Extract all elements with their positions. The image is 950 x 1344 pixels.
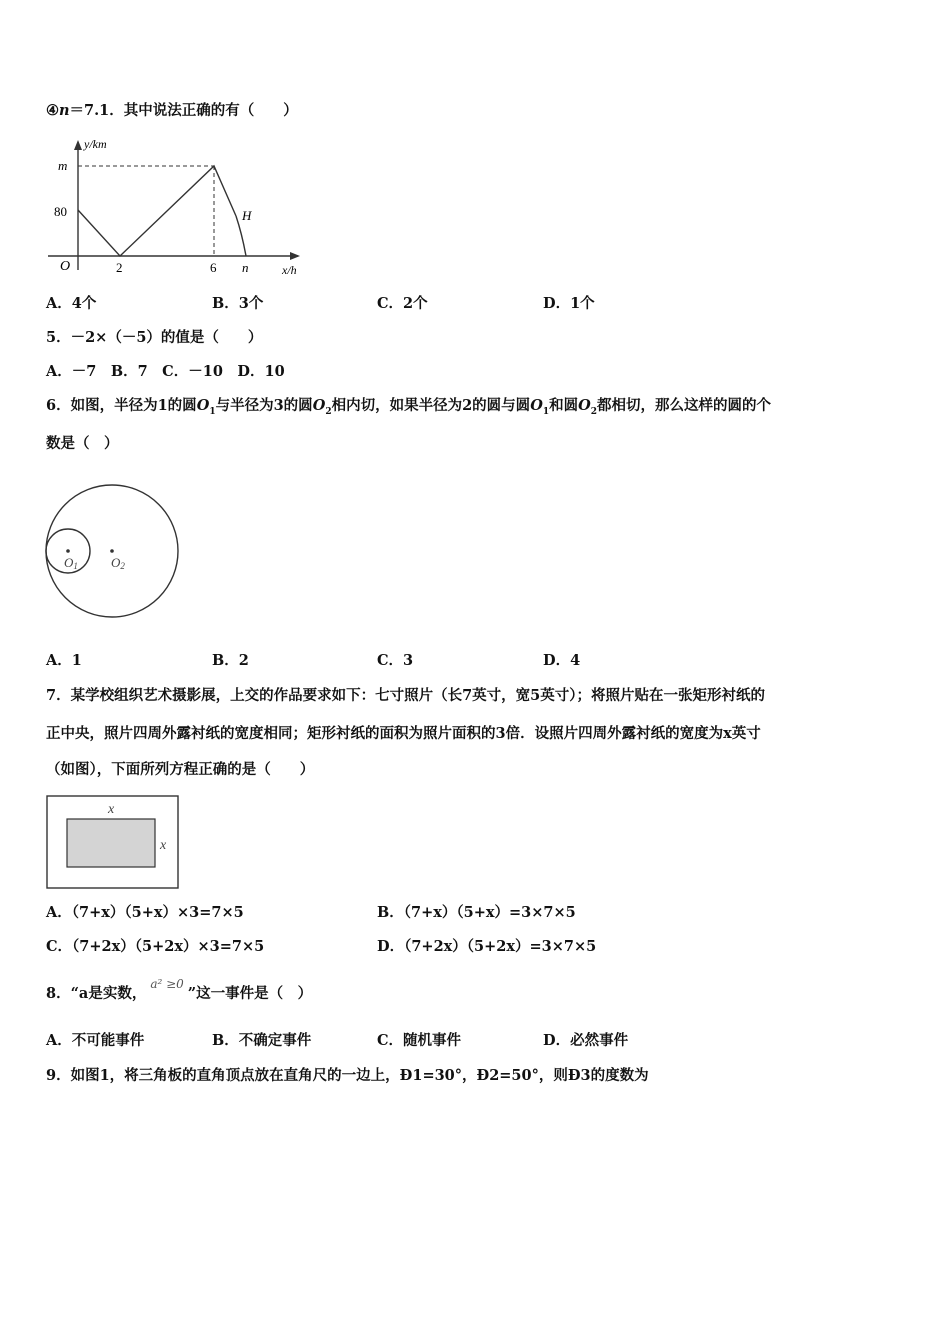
q6-stem-line1: 6．如图，半径为1的圆$O_1$与半径为3的圆$O_2$相内切，如果半径为2的圆与圆$O_1$和圆$O_2$都相切，那么这样的圆的个 [46, 397, 771, 417]
q6-option-a: A．1 [46, 652, 82, 669]
q6-option-d: D．4 [543, 652, 581, 669]
q5-options: A．－7 B．7 C．－10 D．10 [46, 363, 285, 380]
q7-stem-line3: （如图），下面所列方程正确的是（ ） [46, 761, 315, 778]
q4-option-a: A．4个 [46, 295, 97, 312]
q8-option-b: B．不确定事件 [212, 1032, 312, 1049]
fig-o2-label: O2 [111, 555, 125, 571]
q4-distance-time-graph [46, 130, 316, 280]
q7-stem-line2: 正中央，照片四周外露衬纸的宽度相同；矩形衬纸的面积为照片面积的3倍．设照片四周外露衬纸的宽度为x英寸 [46, 725, 761, 742]
q6-option-b: B．2 [212, 652, 249, 669]
q9-stem: 9．如图1，将三角板的直角顶点放在直角尺的一边上，Ð1=30°，Ð2=50°，则Ð3的度数为 [46, 1067, 649, 1084]
y80-label: 80 [54, 204, 67, 219]
q4-stem: ④n＝7.1．其中说法正确的有（ ） [46, 102, 298, 119]
q7-photo-frame-figure [46, 795, 180, 891]
q7-stem-line1: 7．某学校组织艺术摄影展，上交的作品要求如下：七寸照片（长7英寸，宽5英寸）；将照片贴在一张矩形衬纸的 [46, 687, 766, 704]
q4-option-b: B．3个 [212, 295, 264, 312]
fig-top-x-label: x [108, 802, 115, 817]
q7-option-d: D．（7+2x）（5+2x）=3×7×5 [377, 938, 597, 955]
x-axis-label: x/h [282, 263, 297, 277]
fig-o1-label: O1 [64, 555, 78, 571]
q7-option-b: B．（7+x）（5+x）=3×7×5 [377, 904, 576, 921]
q5-stem: 5．－2×（－5）的值是（ ） [46, 329, 263, 346]
q8-formula: a² ≥0 [150, 977, 184, 991]
q8-option-d: D．必然事件 [543, 1032, 629, 1049]
q8-stem: 8．“a是实数，a² ≥0”这一事件是（ ） [46, 984, 312, 1004]
y-axis-label: y/km [84, 137, 107, 151]
q4-option-d: D．1个 [543, 295, 595, 312]
origin-label: O [60, 259, 71, 274]
q6-circles-figure [40, 478, 190, 628]
m-label: m [58, 158, 68, 173]
q8-option-a: A．不可能事件 [46, 1032, 145, 1049]
q7-option-a: A．（7+x）（5+x）×3=7×5 [46, 904, 244, 921]
x2-label: 2 [116, 260, 123, 275]
fig-right-x-label: x [160, 838, 167, 853]
n-label: n [242, 260, 249, 275]
q6-option-c: C．3 [377, 652, 414, 669]
q7-option-c: C．（7+2x）（5+2x）×3=7×5 [46, 938, 265, 955]
h-label: H [242, 208, 252, 223]
q8-option-c: C．随机事件 [377, 1032, 462, 1049]
q6-stem-line2: 数是（ ） [46, 435, 119, 452]
x6-label: 6 [210, 260, 217, 275]
q4-option-c: C．2个 [377, 295, 428, 312]
